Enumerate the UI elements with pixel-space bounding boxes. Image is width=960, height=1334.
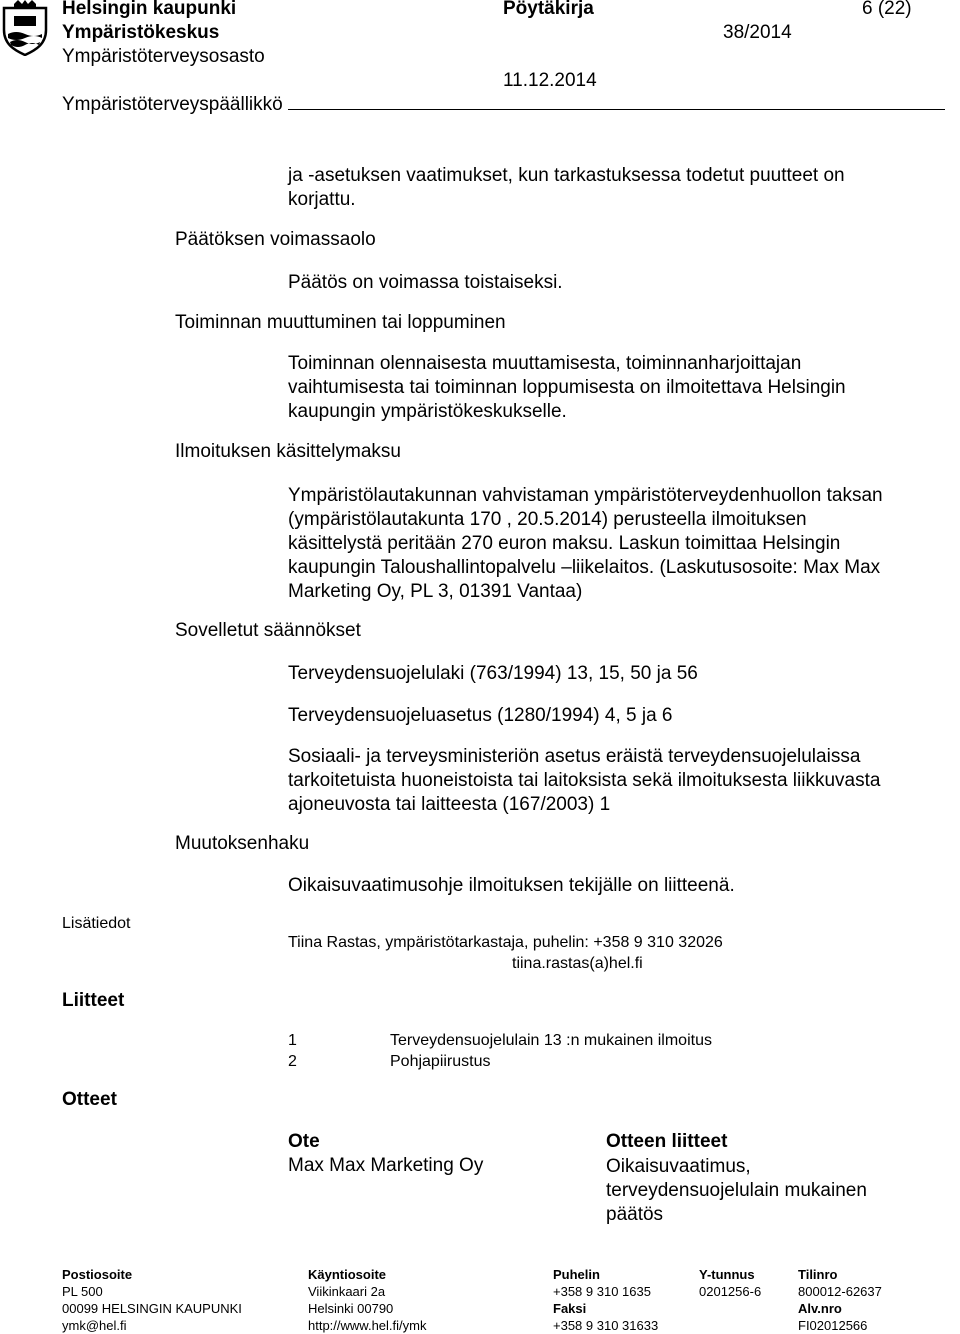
regulation-item: Terveydensuojelulaki (763/1994) 13, 15, 50 ja 56 xyxy=(288,663,698,684)
heading-muuttuminen: Toiminnan muuttuminen tai loppuminen xyxy=(175,312,506,333)
contact-line: Tiina Rastas, ympäristötarkastaja, puhelin: +358 9 310 32026 xyxy=(288,934,723,951)
text-muutoksenhaku: Oikaisuvaatimusohje ilmoituksen tekijälle on liitteenä. xyxy=(288,875,735,896)
regulation-item: Terveydensuojeluasetus (1280/1994) 4, 5 ja 6 xyxy=(288,705,673,726)
footer-account: Tilinro 800012-62637 Alv.nro FI02012566 xyxy=(798,1267,882,1333)
body-name: Ympäristökeskus xyxy=(62,22,220,43)
heading-maksu: Ilmoituksen käsittelymaksu xyxy=(175,441,401,462)
heading-voimassaolo: Päätöksen voimassaolo xyxy=(175,229,376,250)
footer-phone: Puhelin +358 9 310 1635 Faksi +358 9 310 31633 xyxy=(553,1267,659,1333)
footer-visiting: Käyntiosoite Viikinkaari 2a Helsinki 00790 http://www.hel.fi/ymk xyxy=(308,1267,427,1333)
continuation-text: ja -asetuksen vaatimukset, kun tarkastuksessa todetut puutteet on korjattu. xyxy=(288,165,845,210)
document-type: Pöytäkirja xyxy=(503,0,594,19)
footer-business-id: Y-tunnus 0201256-6 xyxy=(699,1267,762,1299)
ote-attachments-heading: Otteen liitteet xyxy=(606,1131,728,1152)
regulation-item: Sosiaali- ja terveysministeriön asetus eräistä terveydensuojelulaissa tarkoitetuista huoneistoista tai laitoksista sekä ilmoituksesta liikkuvasta ajoneuvosta tai laitteesta (167/2003) 1 xyxy=(288,746,881,815)
document-date: 11.12.2014 xyxy=(503,70,597,91)
contact-email: tiina.rastas(a)hel.fi xyxy=(512,955,643,972)
footer-postal: Postiosoite PL 500 00099 HELSINGIN KAUPUNKI ymk@hel.fi xyxy=(62,1267,242,1333)
attachment-title: Terveydensuojelulain 13 :n mukainen ilmoitus xyxy=(390,1032,712,1049)
attachment-number: 2 xyxy=(288,1053,297,1070)
heading-muutoksenhaku: Muutoksenhaku xyxy=(175,833,310,854)
text-voimassaolo: Päätös on voimassa toistaiseksi. xyxy=(288,272,563,293)
heading-otteet: Otteet xyxy=(62,1089,117,1110)
org-name: Helsingin kaupunki xyxy=(62,0,237,19)
department-name: Ympäristöterveysosasto xyxy=(62,46,265,67)
document-number: 38/2014 xyxy=(723,22,792,43)
official-title: Ympäristöterveyspäällikkö xyxy=(62,94,283,115)
heading-saannokset: Sovelletut säännökset xyxy=(175,620,361,641)
ote-attachments-list: Oikaisuvaatimus, terveydensuojelulain mukainen päätös xyxy=(606,1156,867,1225)
ote-heading: Ote xyxy=(288,1131,320,1152)
heading-lisatiedot: Lisätiedot xyxy=(62,915,131,932)
text-muuttuminen: Toiminnan olennaisesta muuttamisesta, toiminnanharjoittajan vaihtumisesta tai toiminnan loppumisesta on ilmoitettava Helsingin kaupungin ympäristökeskukselle. xyxy=(288,353,846,422)
page-number: 6 (22) xyxy=(862,0,912,19)
text-maksu: Ympäristölautakunnan vahvistaman ympäristöterveydenhuollon taksan (ympäristölautakunta 170 , 20.5.2014) perusteella ilmoituksen käsittelystä peritään 270 euron maksu. Laskun toimittaa Helsingin kaupungin Taloushallintopalvelu –liikelaitos. (Laskutusosoite: Max Max Marketing Oy, PL 3, 01391 Vantaa) xyxy=(288,485,883,602)
header-rule xyxy=(288,109,945,110)
heading-liitteet: Liitteet xyxy=(62,990,125,1011)
ote-recipient: Max Max Marketing Oy xyxy=(288,1155,484,1176)
helsinki-crest-logo xyxy=(0,0,50,56)
attachment-title: Pohjapiirustus xyxy=(390,1053,491,1070)
attachment-number: 1 xyxy=(288,1032,297,1049)
